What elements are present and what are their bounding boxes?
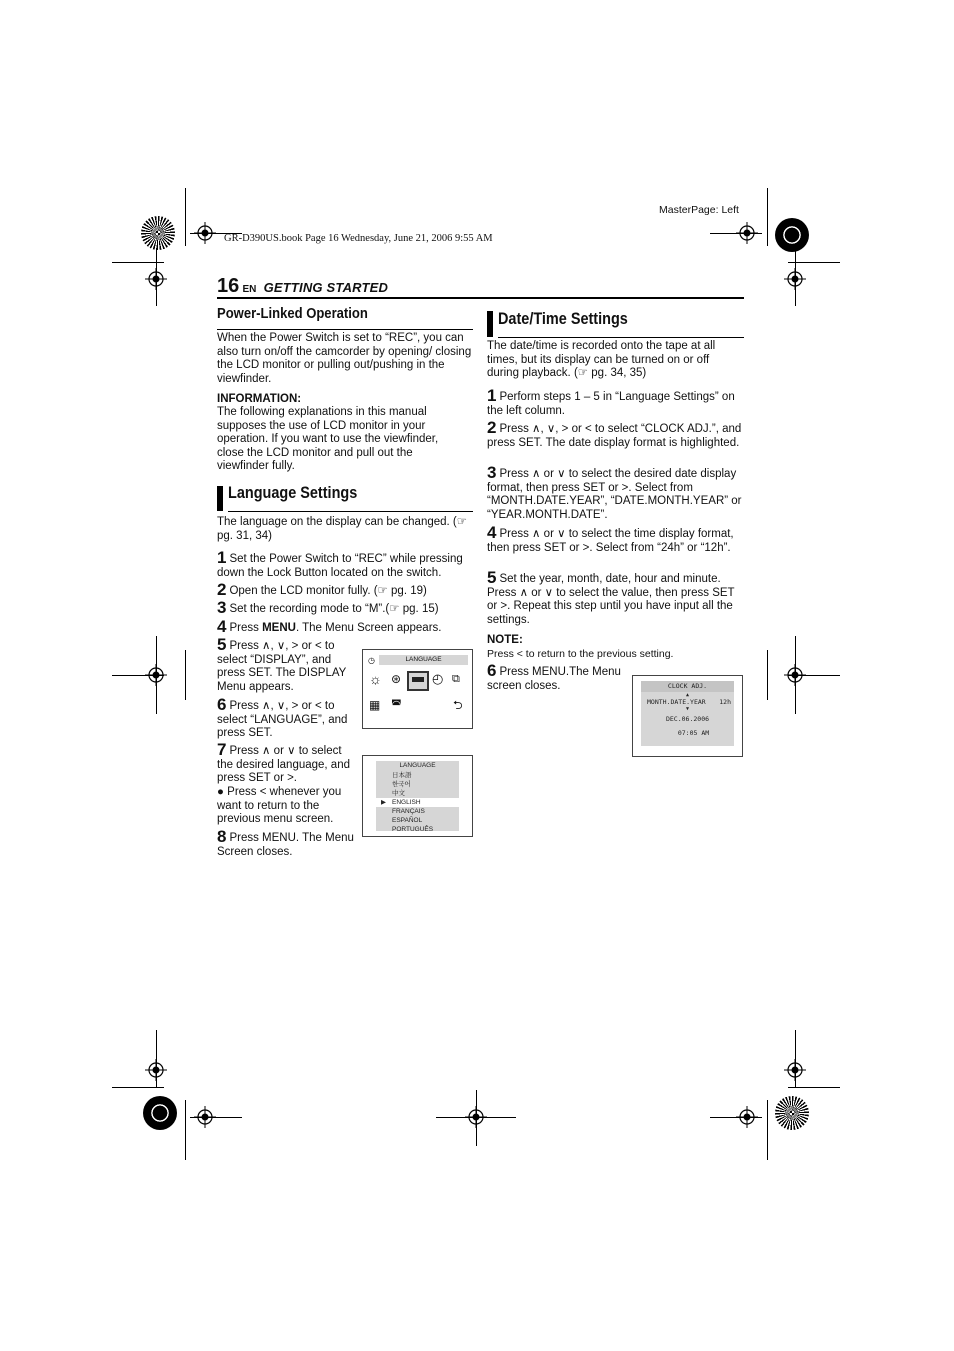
camera-icon: ⊛ [391, 672, 402, 686]
language-option: FRANÇAIS [392, 808, 425, 815]
clock-date: DEC.06.2006 [665, 715, 710, 723]
lang-step-1: 1 Set the Power Switch to “REC” while pressing down the Lock Button located on the switch. [217, 548, 463, 579]
lang-bullet: ● Press < whenever you want to return to the previous menu screen. [217, 786, 342, 826]
screen-title: LANGUAGE [379, 655, 468, 665]
note-label: NOTE: [487, 634, 523, 646]
dt-step-6: 6 Press MENU.The Menu screen closes. [487, 661, 621, 692]
clock-icon: ◴ [432, 671, 444, 686]
information-body: The following explanations in this manual supposes the use of LCD monitor in your operation. If you want to use the viewfinder, close the LCD monitor and pull out the viewfinder fully. [217, 406, 439, 473]
lang-step-6: 6 Press ∧, ∨, > or < to select “LANGUAGE”, and press SET. [217, 695, 348, 740]
up-arrow-icon: ▲ [685, 692, 689, 698]
tape-icon: ◚ [391, 699, 402, 711]
dt-step-1: 1 Perform steps 1 – 5 in “Language Settings” on the left column. [487, 386, 735, 417]
language-settings-heading: Language Settings [228, 483, 358, 502]
lang-step-4: 4 Press MENU. The Menu Screen appears. [217, 617, 442, 636]
heading-bar [217, 486, 223, 511]
cursor-icon: ▶ [381, 799, 386, 806]
language-option: PORTUGUÊS [392, 826, 434, 833]
page-header [217, 275, 389, 297]
chapter-title: GETTING STARTED [263, 280, 389, 295]
language-code: EN [242, 284, 257, 295]
section-rule [498, 337, 744, 338]
date-time-heading: Date/Time Settings [498, 309, 628, 328]
starburst-icon [141, 216, 175, 250]
dt-step-4: 4 Press ∧ or ∨ to select the time display format, then press SET or >. Select from “24h” or “12h”. [487, 523, 734, 554]
hour-format: 12h [719, 698, 731, 706]
master-page-label: MasterPage: Left [659, 204, 739, 216]
format-row [641, 698, 734, 706]
language-menu-screen [362, 755, 473, 837]
date-time-intro: The date/time is recorded onto the tape at all times, but its display can be turned on or off during playback. (☞ pg. 34, 35) [487, 340, 716, 380]
dt-step-2: 2 Press ∧, ∨, > or < to select “CLOCK ADJ.”, and press SET. The date display format is highlighted. [487, 418, 742, 449]
lang-step-2: 2 Open the LCD monitor fully. (☞ pg. 19) [217, 580, 427, 599]
starburst-icon [775, 1096, 809, 1130]
clock-icon: ◷ [368, 656, 375, 665]
brightness-icon: ☼ [369, 671, 382, 687]
file-info: GR-D390US.book Page 16 Wednesday, June 21, 2006 9:55 AM [224, 233, 493, 244]
language-option: 日本語 [392, 772, 412, 779]
language-option-selected: ▶ ENGLISH [376, 798, 459, 807]
return-icon: ⮌ [453, 698, 463, 712]
starburst-icon [775, 218, 809, 252]
clock-title: CLOCK ADJ. [641, 681, 734, 692]
power-linked-heading: Power-Linked Operation [217, 306, 368, 322]
clock-adjust-screen [632, 675, 743, 757]
display-menu-screen [362, 649, 473, 729]
language-option: 中文 [392, 790, 405, 797]
dt-step-3: 3 Press ∧ or ∨ to select the desired date display format, then press SET or >. Select from “MONTH.DATE.YEAR”, “DATE.MONTH.YEAR” or “YEAR.MONTH.DATE”. [487, 463, 742, 521]
grid-icon: ▦ [369, 698, 381, 712]
down-arrow-icon: ▼ [685, 706, 689, 712]
lang-step-8: 8 Press MENU. The Menu Screen closes. [217, 827, 354, 858]
language-intro: The language on the display can be changed. (☞ pg. 31, 34) [217, 516, 468, 542]
starburst-icon [143, 1096, 177, 1130]
information-label: INFORMATION: [217, 393, 302, 405]
lang-step-7: 7 Press ∧ or ∨ to select the desired language, and press SET or >. [217, 740, 350, 785]
language-option: ESPAÑOL [392, 817, 423, 824]
section-rule [217, 329, 473, 330]
note-body: Press < to return to the previous setting. [487, 648, 674, 660]
section-rule [228, 511, 473, 512]
page-number: 16 [217, 275, 240, 297]
windows-icon: ⧉ [452, 673, 460, 685]
screen-title: LANGUAGE [399, 762, 436, 769]
clock-time: 07:05 AM [677, 729, 710, 737]
lang-step-3: 3 Set the recording mode to “M”.(☞ pg. 15) [217, 598, 439, 617]
power-linked-body: When the Power Switch is set to “REC”, you can also turn on/off the camcorder by opening/ closing the LCD monitor or pulling out/pushing in the viewfinder. [217, 332, 472, 385]
header-rule [217, 297, 744, 299]
display-icon [407, 671, 429, 691]
language-option: 한국어 [392, 781, 411, 788]
date-format: MONTH.DATE.YEAR [647, 698, 706, 706]
heading-bar [487, 311, 493, 337]
dt-step-5: 5 Set the year, month, date, hour and minute. Press ∧ or ∨ to select the value, then press SET or >. Repeat this step until you have input all the settings. [487, 568, 735, 626]
lang-step-5: 5 Press ∧, ∨, > or < to select “DISPLAY”, and press SET. The DISPLAY Menu appears. [217, 635, 347, 693]
